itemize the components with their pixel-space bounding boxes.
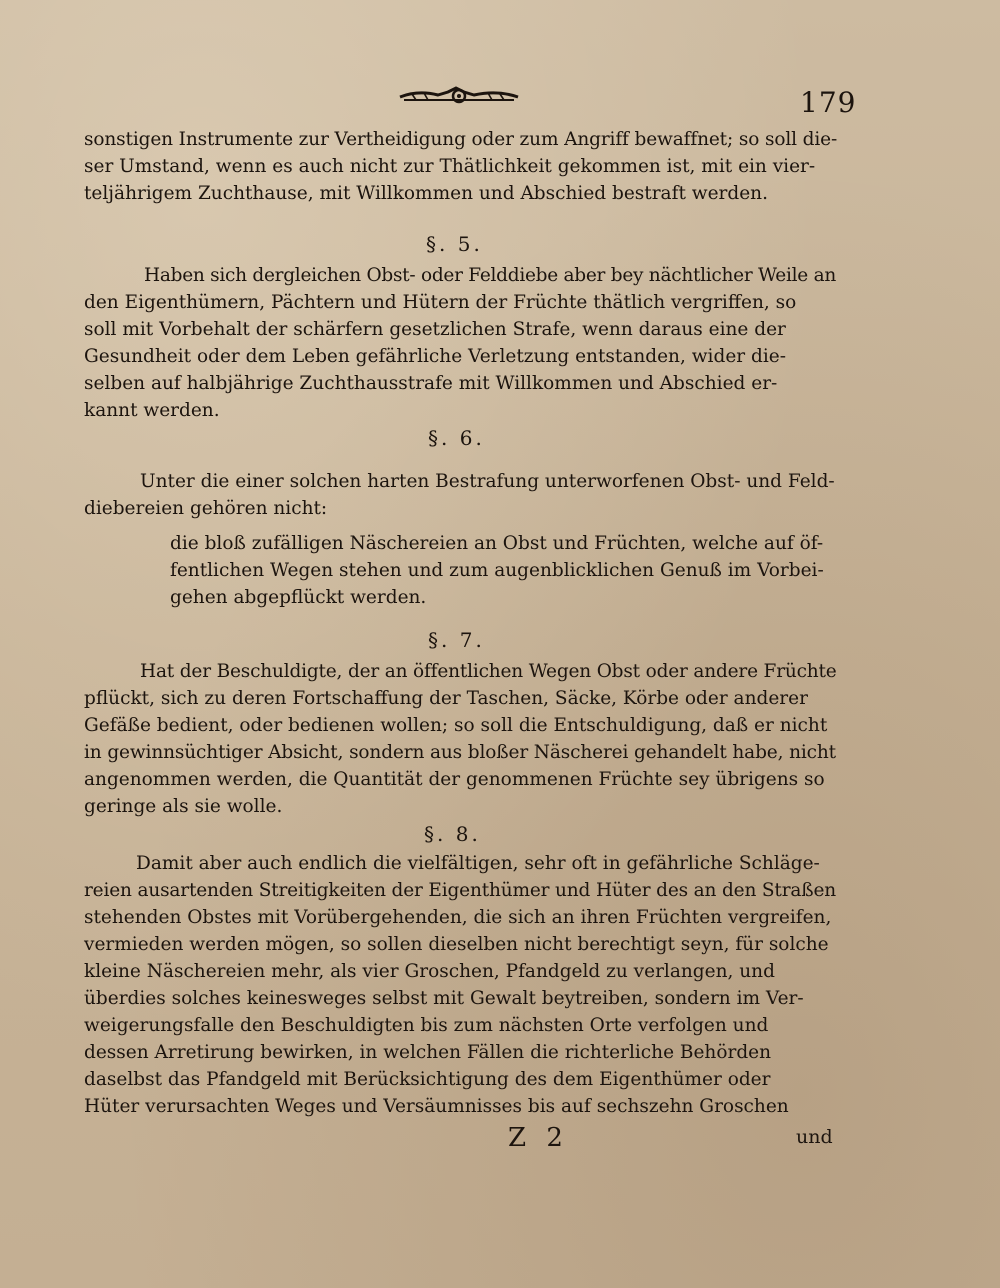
paragraph-section-6 [84,468,836,522]
text-line: die bloß zufälligen Näschereien an Obst und Früchten, welche auf öf- [170,533,824,554]
section-heading: §. 8. [424,822,481,846]
text-line: gehen abgepflückt werden. [170,587,427,608]
text-line: angenommen werden, die Quantität der genommenen Früchte sey übrigens so [84,769,825,790]
text-line: den Eigenthümern, Pächtern und Hütern der Früchte thätlich vergriffen, so [84,292,797,313]
text-line: soll mit Vorbehalt der schärfern gesetzlichen Strafe, wenn daraus eine der [84,319,786,340]
catchword: und [796,1126,833,1148]
text-line: ser Umstand, wenn es auch nicht zur Thätlichkeit gekommen ist, mit ein vier- [84,156,816,177]
text-line: selben auf halbjährige Zuchthausstrafe mit Willkommen und Abschied er- [84,373,778,394]
text-line: reien ausartenden Streitigkeiten der Eigenthümer und Hüter des an den Straßen [84,880,836,901]
section-heading: §. 6. [428,426,485,450]
text-line: Damit aber auch endlich die vielfältigen, sehr oft in gefährliche Schläge- [136,853,820,874]
text-line: Gefäße bedient, oder bedienen wollen; so soll die Entschuldigung, daß er nicht [84,715,828,736]
text-line: überdies solches keinesweges selbst mit Gewalt beytreiben, sondern im Ver- [84,988,804,1009]
text-line: sonstigen Instrumente zur Vertheidigung oder zum Angriff bewaffnet; so soll die- [84,129,838,150]
text-line: diebereien gehören nicht: [84,498,328,519]
text-line: vermieden werden mögen, so sollen dieselben nicht berechtigt seyn, für solche [84,934,829,955]
text-line: Haben sich dergleichen Obst- oder Felddiebe aber bey nächtlicher Weile an [144,265,836,286]
text-line: Hüter verursachten Weges und Versäumnisses bis auf sechszehn Groschen [84,1096,789,1117]
page-number: 179 [800,86,857,119]
text-line: pflückt, sich zu deren Fortschaffung der Taschen, Säcke, Körbe oder anderer [84,688,808,709]
printer-ornament-icon [398,84,520,106]
text-line: dessen Arretirung bewirken, in welchen Fällen die richterliche Behörden [84,1042,772,1063]
text-line: fentlichen Wegen stehen und zum augenblicklichen Genuß im Vorbei- [170,560,824,581]
text-line: stehenden Obstes mit Vorübergehenden, die sich an ihren Früchten vergreifen, [84,907,832,928]
paragraph-section-6-indented [170,530,836,611]
text-line: teljährigem Zuchthause, mit Willkommen und Abschied bestraft werden. [84,183,768,204]
section-heading: §. 5. [426,232,483,256]
paragraph-section-7 [84,658,836,820]
text-line: kannt werden. [84,400,220,421]
text-line: daselbst das Pfandgeld mit Berücksichtigung des dem Eigenthümer oder [84,1069,771,1090]
text-line: geringe als sie wolle. [84,796,283,817]
paragraph-intro [84,126,836,207]
signature-mark: Z 2 [508,1123,569,1153]
text-line: Unter die einer solchen harten Bestrafung unterworfenen Obst- und Feld- [140,471,835,492]
paragraph-section-5 [84,262,836,424]
text-line: Hat der Beschuldigte, der an öffentlichen Wegen Obst oder andere Früchte [140,661,837,682]
text-line: weigerungsfalle den Beschuldigten bis zum nächsten Orte verfolgen und [84,1015,769,1036]
section-heading: §. 7. [428,628,485,652]
paragraph-section-8 [84,850,836,1120]
text-line: Gesundheit oder dem Leben gefährliche Verletzung entstanden, wider die- [84,346,786,367]
text-line: in gewinnsüchtiger Absicht, sondern aus bloßer Näscherei gehandelt habe, nicht [84,742,836,763]
text-line: kleine Näschereien mehr, als vier Groschen, Pfandgeld zu verlangen, und [84,961,775,982]
